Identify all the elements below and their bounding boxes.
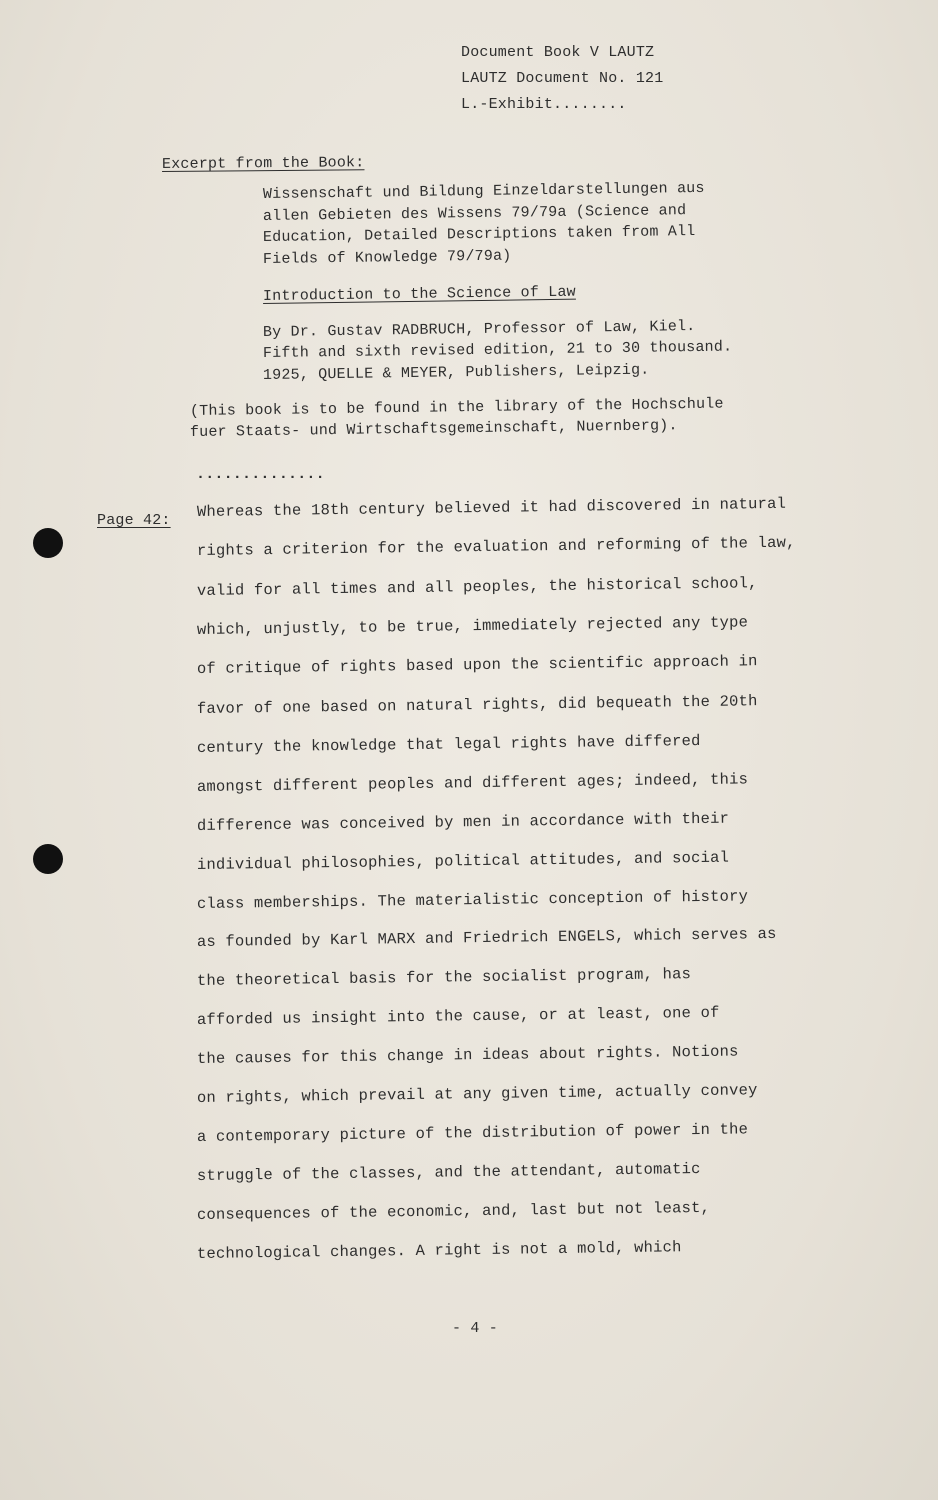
body-line: century the knowledge that legal rights have differed [196,731,701,757]
body-line: technological changes. A right is not a mold, which [196,1238,682,1263]
book-title-line: Education, Detailed Descriptions taken from All [262,222,696,246]
body-line: favor of one based on natural rights, did bequeath the 20th [196,692,758,718]
body-line: difference was conceived by men in accordance with their [196,809,730,835]
body-line: on rights, which prevail at any given time, actually convey [196,1081,758,1107]
body-line: rights a criterion for the evaluation and reforming of the law, [196,533,796,560]
body-line: a contemporary picture of the distribution of power in the [196,1120,749,1146]
body-line: amongst different peoples and different ages; indeed, this [196,770,749,796]
body-line: afforded us insight into the cause, or at least, one of [196,1003,720,1029]
punch-hole-top [33,528,63,558]
body-line: consequences of the economic, and, last but not least, [196,1198,711,1224]
book-title-line: Fields of Knowledge 79/79a) [262,247,512,268]
exhibit-label: L.-Exhibit........ [461,96,627,113]
library-note-line: fuer Staats- und Wirtschaftsgemeinschaft, Nuernberg). [189,417,678,441]
body-line: as founded by Karl MARX and Friedrich ENGELS, which serves as [196,924,777,951]
document-number: LAUTZ Document No. 121 [461,70,664,87]
body-line: Whereas the 18th century believed it had discovered in natural [196,494,787,521]
body-line: individual philosophies, political attitudes, and social [196,848,730,874]
page-label: Page 42: [97,512,171,529]
body-line: which, unjustly, to be true, immediately rejected any type [196,613,749,639]
page-number: - 4 - [452,1320,499,1337]
separator-dots: .............. [196,466,325,483]
document-book-reference: Document Book V LAUTZ [461,44,655,61]
punch-hole-bottom [33,844,63,874]
book-title-line: Wissenschaft und Bildung Einzeldarstellungen aus [262,179,705,203]
body-line: valid for all times and all peoples, the historical school, [196,574,758,600]
author-line: Fifth and sixth revised edition, 21 to 30 thousand. [262,338,733,362]
body-line: struggle of the classes, and the attendant, automatic [196,1159,701,1185]
book-subtitle: Introduction to the Science of Law [262,283,576,305]
author-line: 1925, QUELLE & MEYER, Publishers, Leipzig. [262,361,650,384]
library-note-line: (This book is to be found in the library of the Hochschule [189,395,724,420]
body-line: class memberships. The materialistic conception of history [196,887,749,913]
excerpt-heading: Excerpt from the Book: [161,154,365,173]
body-line: the theoretical basis for the socialist program, has [196,965,692,990]
book-title-line: allen Gebieten des Wissens 79/79a (Science and [262,202,687,225]
author-line: By Dr. Gustav RADBRUCH, Professor of Law, Kiel. [262,317,696,341]
body-line: of critique of rights based upon the scientific approach in [196,652,758,678]
body-line: the causes for this change in ideas about rights. Notions [196,1042,739,1068]
